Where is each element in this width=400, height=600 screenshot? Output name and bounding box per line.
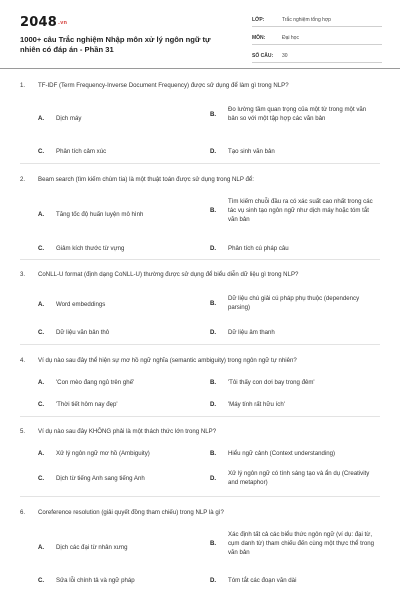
- option-text: Tóm tắt các đoạn văn dài: [228, 577, 297, 584]
- option-c[interactable]: [38, 474, 206, 483]
- option-letter: C.: [38, 245, 45, 252]
- question-text: Ví dụ nào sau đây KHÔNG phải là một thách thức lớn trong NLP?: [38, 428, 217, 435]
- option-text: Xử lý ngôn ngữ mơ hồ (Ambiguity): [56, 450, 150, 457]
- option-letter: D.: [210, 329, 217, 336]
- option-letter: C.: [38, 148, 45, 155]
- question-6: [20, 508, 380, 584]
- option-a[interactable]: [38, 114, 206, 123]
- option-c[interactable]: [38, 576, 206, 585]
- option-text: 'Thời tiết hôm nay đẹp': [56, 401, 118, 408]
- divider: [20, 416, 380, 417]
- option-a[interactable]: [38, 543, 206, 552]
- option-text: Hiểu ngữ cảnh (Context understanding): [228, 450, 336, 457]
- meta-info: [252, 13, 382, 67]
- meta-value: 30: [282, 52, 288, 59]
- option-letter: A.: [38, 544, 45, 551]
- option-text: Dịch từ tiếng Anh sang tiếng Anh: [56, 475, 145, 482]
- option-letter: B.: [210, 540, 217, 547]
- question-stem: [20, 81, 380, 90]
- option-text: 'Máy tính rất hữu ích': [228, 401, 285, 408]
- question-number: 1.: [20, 82, 26, 89]
- question-text: Ví dụ nào sau đây thể hiện sự mơ hồ ngữ nghĩa (semantic ambiguity) trong ngôn ngữ tự nhiên?: [38, 357, 297, 364]
- option-text: Đo lường tầm quan trọng của một từ trong một văn bản so với một tập hợp các văn bản: [228, 106, 367, 122]
- divider: [20, 496, 380, 497]
- option-d[interactable]: [210, 469, 378, 487]
- meta-row-subject: [252, 31, 382, 45]
- option-letter: A.: [38, 450, 45, 457]
- option-letter: A.: [38, 115, 45, 122]
- question-stem: [20, 270, 380, 279]
- option-text: Word embeddings: [56, 301, 106, 308]
- option-letter: B.: [210, 110, 217, 118]
- meta-row-count: [252, 49, 382, 63]
- logo-text: 2048: [20, 15, 57, 30]
- option-a[interactable]: [38, 378, 206, 387]
- logo-suffix: .vn: [57, 19, 68, 26]
- option-d[interactable]: [210, 576, 378, 585]
- meta-row-class: [252, 13, 382, 27]
- option-text: Dữ liệu văn bản thô: [56, 329, 110, 336]
- option-letter: C.: [38, 329, 45, 336]
- option-text: Dịch máy: [56, 115, 82, 122]
- option-text: Dữ liệu chú giải cú pháp phụ thuộc (dependency parsing): [228, 295, 360, 311]
- option-c[interactable]: [38, 328, 206, 337]
- option-letter: C.: [38, 475, 45, 482]
- option-text: Sửa lỗi chính tả và ngữ pháp: [56, 577, 135, 584]
- option-a[interactable]: [38, 449, 206, 458]
- site-logo[interactable]: [20, 15, 67, 30]
- option-b[interactable]: [210, 378, 378, 387]
- option-a[interactable]: [38, 300, 206, 309]
- question-number: 2.: [20, 176, 26, 183]
- question-stem: [20, 356, 380, 365]
- option-text: Xử lý ngôn ngữ có tính sáng tạo và ẩn dụ (Creativity and metaphor): [228, 470, 370, 486]
- question-text: CoNLL-U format (định dạng CoNLL-U) thường được sử dụng để biểu diễn dữ liệu gì trong NLP?: [38, 271, 299, 278]
- option-b[interactable]: [210, 105, 378, 123]
- option-letter: D.: [210, 401, 217, 408]
- option-text: Tạo sinh văn bản: [228, 148, 275, 155]
- meta-value: Trắc nghiệm tổng hợp: [282, 16, 331, 23]
- option-letter: A.: [38, 379, 45, 386]
- question-number: 4.: [20, 357, 26, 364]
- option-text: 'Tôi thấy con dơi bay trong đêm': [228, 379, 315, 386]
- option-letter: B.: [210, 450, 217, 457]
- question-number: 6.: [20, 509, 26, 516]
- option-text: Dịch các đại từ nhân xưng: [56, 544, 128, 551]
- page-header: [0, 0, 400, 69]
- option-text: Tăng tốc độ huấn luyện mô hình: [56, 211, 144, 218]
- meta-label: SỐ CÂU:: [252, 52, 274, 59]
- question-3: [20, 270, 380, 336]
- option-d[interactable]: [210, 328, 378, 337]
- option-text: Phân tích cú pháp câu: [228, 245, 289, 252]
- option-letter: C.: [38, 401, 45, 408]
- option-c[interactable]: [38, 147, 206, 156]
- option-c[interactable]: [38, 400, 206, 409]
- meta-value: Đại học: [282, 34, 299, 41]
- option-letter: D.: [210, 245, 217, 252]
- divider: [20, 344, 380, 345]
- option-text: Xác định tất cả các biểu thức ngôn ngữ (ví dụ: đại từ, cụm danh từ) tham chiếu đến cùng một thực thể trong văn bản: [228, 531, 375, 556]
- question-stem: [20, 427, 380, 436]
- option-letter: A.: [38, 301, 45, 308]
- question-5: [20, 427, 380, 486]
- question-text: Beam search (tìm kiếm chùm tia) là một thuật toán được sử dụng trong NLP để:: [38, 176, 254, 183]
- option-letter: B.: [210, 379, 217, 386]
- question-2: [20, 175, 380, 252]
- option-b[interactable]: [210, 449, 378, 458]
- option-a[interactable]: [38, 210, 206, 219]
- question-1: [20, 81, 380, 155]
- meta-label: MÔN:: [252, 34, 266, 41]
- option-d[interactable]: [210, 147, 378, 156]
- option-c[interactable]: [38, 244, 206, 253]
- meta-label: LỚP:: [252, 16, 265, 23]
- option-letter: D.: [210, 474, 217, 482]
- option-b[interactable]: [210, 294, 378, 312]
- question-stem: [20, 508, 380, 517]
- option-d[interactable]: [210, 400, 378, 409]
- option-letter: D.: [210, 577, 217, 584]
- option-text: Giảm kích thước từ vựng: [56, 245, 125, 252]
- option-letter: A.: [38, 211, 45, 218]
- question-stem: [20, 175, 380, 184]
- option-letter: D.: [210, 148, 217, 155]
- option-b[interactable]: [210, 197, 378, 224]
- option-text: Dữ liệu âm thanh: [228, 329, 275, 336]
- question-text: TF-IDF (Term Frequency-Inverse Document Frequency) được sử dụng để làm gì trong NLP?: [38, 82, 289, 89]
- option-b[interactable]: [210, 530, 378, 557]
- option-letter: C.: [38, 577, 45, 584]
- divider: [20, 163, 380, 164]
- question-number: 3.: [20, 271, 26, 278]
- option-text: 'Con mèo đang ngủ trên ghế': [56, 379, 135, 386]
- question-text: Coreference resolution (giải quyết đồng tham chiếu) trong NLP là gì?: [38, 509, 224, 516]
- option-letter: B.: [210, 207, 217, 214]
- option-text: Phân tích cảm xúc: [56, 148, 107, 155]
- option-letter: B.: [210, 299, 217, 307]
- question-4: [20, 356, 380, 408]
- divider: [20, 259, 380, 260]
- page-title: 1000+ câu Trắc nghiệm Nhập môn xử lý ngôn ngữ tự nhiên có đáp án - Phần 31: [20, 35, 211, 54]
- option-d[interactable]: [210, 244, 378, 253]
- option-text: Tìm kiếm chuỗi đầu ra có xác suất cao nhất trong các tác vụ sinh tạo ngôn ngữ như dịch máy hoặc tóm tắt văn bản: [228, 198, 373, 223]
- question-number: 5.: [20, 428, 26, 435]
